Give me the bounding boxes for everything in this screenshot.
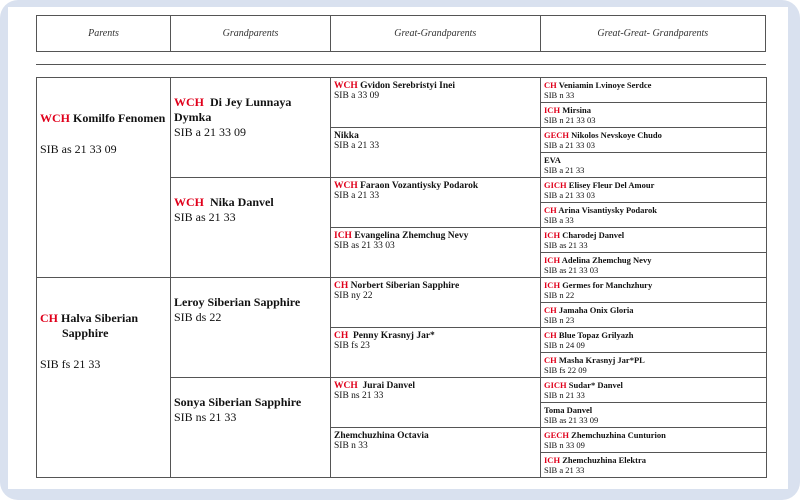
animal-name: Jurai Danvel <box>362 381 416 391</box>
registration: SIB as 21 33 03 <box>544 265 599 275</box>
animal-name: Leroy Siberian Sapphire <box>174 295 301 309</box>
title-badge: GICH <box>544 380 567 390</box>
ggg-16 <box>541 453 767 478</box>
great-grandparent-4 <box>331 228 541 278</box>
registration: SIB fs 23 <box>334 341 370 351</box>
animal-name: EVA <box>544 155 561 165</box>
registration: SIB n 33 09 <box>544 440 585 450</box>
animal-name: Adelina Zhemchug Nevy <box>561 255 652 265</box>
great-grandparent-5 <box>331 278 541 328</box>
great-grandparent-6 <box>331 328 541 378</box>
registration: SIB n 23 <box>544 315 575 325</box>
ggg-10 <box>541 303 767 328</box>
animal-name: Komilfo Fenomen <box>73 111 166 125</box>
animal-name: Norbert Siberian Sapphire <box>350 281 460 291</box>
animal-name: Zhemchuzhina Elektra <box>562 455 647 465</box>
animal-name: Blue Topaz Grilyazh <box>558 330 634 340</box>
ggg-6 <box>541 203 767 228</box>
registration: SIB n 33 <box>544 90 575 100</box>
registration: SIB ns 21 33 <box>334 391 384 401</box>
ggg-3 <box>541 128 767 153</box>
title-badge: GECH <box>544 430 570 440</box>
registration: SIB fs 22 09 <box>544 365 587 375</box>
title-badge: WCH <box>174 195 204 209</box>
title-badge: GECH <box>544 130 570 140</box>
header-great-great-grandparents: Great-Great- Grandparents <box>540 16 765 52</box>
registration: SIB ns 21 33 <box>174 410 237 424</box>
registration: SIB a 21 33 <box>544 465 585 475</box>
registration: SIB a 21 33 03 <box>544 190 595 200</box>
animal-name: Germes for Manchzhury <box>562 280 653 290</box>
registration: SIB ny 22 <box>334 291 373 301</box>
great-grandparent-1 <box>331 78 541 128</box>
title-badge: ICH <box>544 255 561 265</box>
animal-name: Evangelina Zhemchug Nevy <box>354 231 469 241</box>
title-badge: ICH <box>544 105 561 115</box>
title-badge: WCH <box>334 81 358 91</box>
parent-dam <box>37 278 171 478</box>
registration: SIB a 21 33 <box>334 191 380 201</box>
animal-name: Halva Siberian <box>61 311 139 325</box>
title-badge: CH <box>544 330 557 340</box>
ggg-8 <box>541 253 767 278</box>
header-divider <box>36 64 766 65</box>
header-parents: Parents <box>37 16 171 52</box>
ggg-2 <box>541 103 767 128</box>
ggg-4 <box>541 153 767 178</box>
grandparent-2 <box>171 178 331 278</box>
header-table <box>36 15 766 52</box>
registration: SIB as 21 33 <box>174 210 236 224</box>
registration: SIB a 21 33 03 <box>544 140 595 150</box>
header-great-grandparents: Great-Grandparents <box>331 16 541 52</box>
ggg-5 <box>541 178 767 203</box>
animal-name: Nikolos Nevskoye Chudo <box>571 130 662 140</box>
animal-name: Zhemchuzhina Octavia <box>334 431 429 441</box>
ggg-7 <box>541 228 767 253</box>
title-badge: CH <box>544 305 557 315</box>
title-badge: WCH <box>334 181 358 191</box>
animal-name: Arina Visantiysky Podarok <box>558 205 657 215</box>
animal-name: Faraon Vozantiysky Podarok <box>360 181 479 191</box>
great-grandparent-8 <box>331 428 541 478</box>
title-badge: ICH <box>544 455 561 465</box>
ggg-12 <box>541 353 767 378</box>
animal-name: Mirsina <box>562 105 591 115</box>
title-badge: GICH <box>544 180 567 190</box>
registration: SIB n 21 33 03 <box>544 115 596 125</box>
title-badge: WCH <box>40 111 70 125</box>
animal-name: Veniamin Lvinoye Serdce <box>558 80 652 90</box>
animal-name: Nika Danvel <box>210 195 274 209</box>
title-badge: ICH <box>544 230 561 240</box>
animal-name: Charodej Danvel <box>562 230 625 240</box>
registration: SIB as 21 33 03 <box>334 241 395 251</box>
animal-name: Jamaha Onix Gloria <box>558 305 634 315</box>
title-badge: CH <box>40 311 58 325</box>
animal-name: Di Jey Lunnaya Dymka <box>174 95 292 124</box>
animal-name: Zhemchuzhina Cunturion <box>571 430 666 440</box>
grandparent-1 <box>171 78 331 178</box>
grandparent-4 <box>171 378 331 478</box>
ggg-9 <box>541 278 767 303</box>
registration: SIB n 33 <box>334 441 368 451</box>
registration: SIB a 21 33 <box>544 165 585 175</box>
great-grandparent-3 <box>331 178 541 228</box>
ggg-15 <box>541 428 767 453</box>
registration: SIB n 21 33 <box>544 390 585 400</box>
parent-sire <box>37 78 171 278</box>
registration: SIB a 21 33 <box>334 141 380 151</box>
registration: SIB a 21 33 09 <box>174 125 246 139</box>
ggg-13 <box>541 378 767 403</box>
pedigree-table <box>36 77 767 478</box>
grandparent-3 <box>171 278 331 378</box>
title-badge: WCH <box>174 95 204 109</box>
registration: SIB fs 21 33 <box>40 357 101 371</box>
registration: SIB n 22 <box>544 290 575 300</box>
title-badge: CH <box>544 355 557 365</box>
title-badge: ICH <box>334 231 352 241</box>
ggg-1 <box>541 78 767 103</box>
registration: SIB n 24 09 <box>544 340 585 350</box>
title-badge: CH <box>544 205 557 215</box>
great-grandparent-7 <box>331 378 541 428</box>
ggg-11 <box>541 328 767 353</box>
registration: SIB as 21 33 <box>544 240 588 250</box>
animal-name-cont: Sapphire <box>62 326 109 340</box>
registration: SIB as 21 33 09 <box>40 142 117 156</box>
title-badge: CH <box>334 331 349 341</box>
title-badge: WCH <box>334 381 358 391</box>
animal-name: Sonya Siberian Sapphire <box>174 395 302 409</box>
animal-name: Masha Krasnyj Jar*PL <box>558 355 645 365</box>
registration: SIB a 33 09 <box>334 91 380 101</box>
animal-name: Gvidon Serebristyi Inei <box>360 81 455 91</box>
title-badge: CH <box>544 80 557 90</box>
animal-name: Toma Danvel <box>544 405 593 415</box>
title-badge: CH <box>334 281 349 291</box>
registration: SIB ds 22 <box>174 310 222 324</box>
animal-name: Nikka <box>334 131 359 141</box>
registration: SIB as 21 33 09 <box>544 415 599 425</box>
animal-name: Sudar* Danvel <box>568 380 623 390</box>
great-grandparent-2 <box>331 128 541 178</box>
animal-name: Elisey Fleur Del Amour <box>568 180 655 190</box>
registration: SIB a 33 <box>544 215 574 225</box>
title-badge: ICH <box>544 280 561 290</box>
header-grandparents: Grandparents <box>171 16 331 52</box>
animal-name: Penny Krasnyj Jar* <box>353 331 435 341</box>
ggg-14 <box>541 403 767 428</box>
